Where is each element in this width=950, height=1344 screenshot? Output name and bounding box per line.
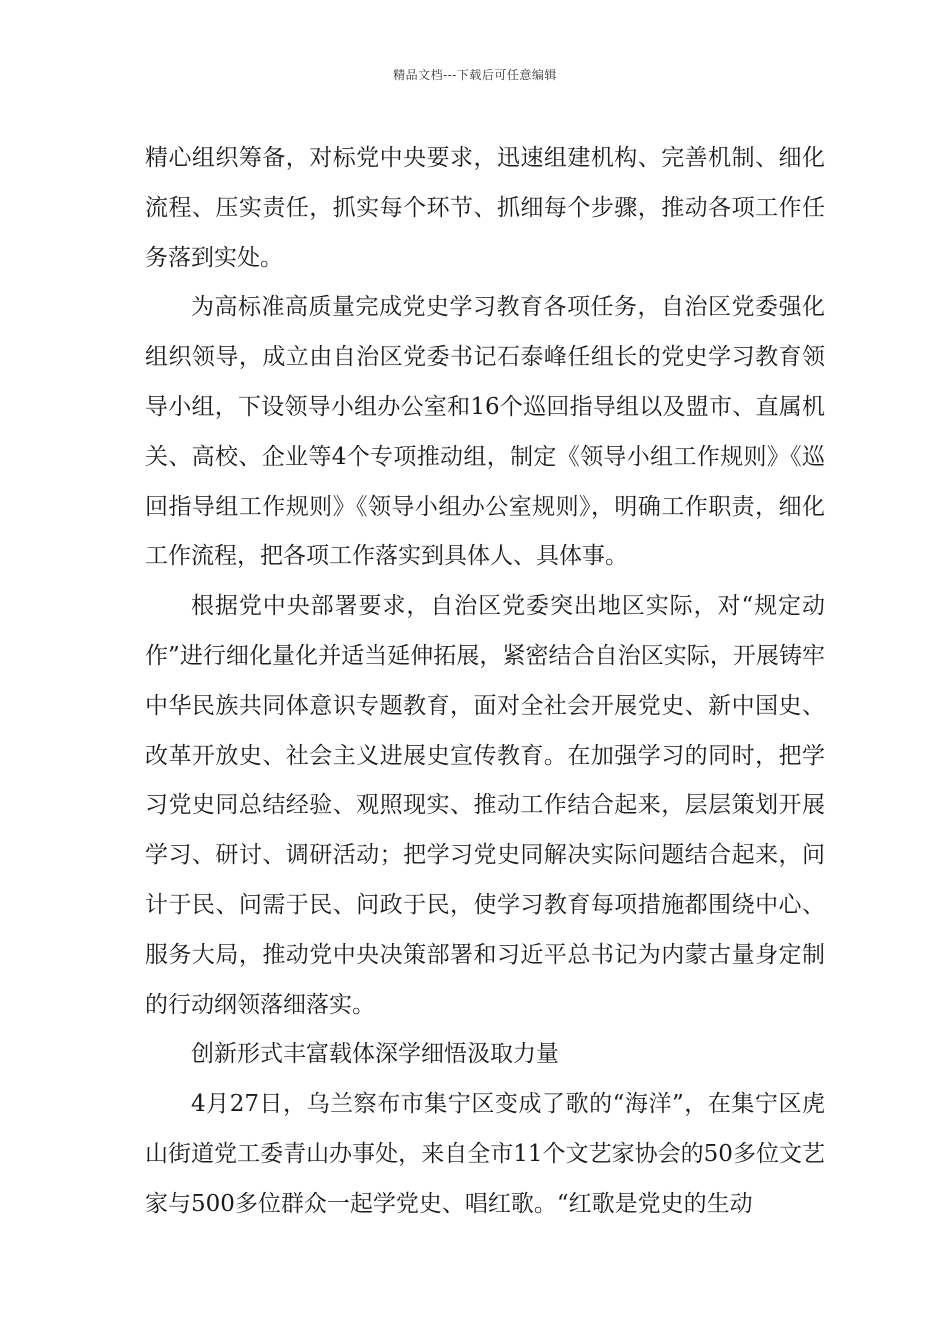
paragraph-leadership: 为高标准高质量完成党史学习教育各项任务，自治区党委强化组织领导，成立由自治区党委书记石泰峰任组长的党史学习教育领导小组，下设领导小组办公室和16个巡回指导组以及盟市、直属机关、高校、企业等4个专项推动组，制定《领导小组工作规则》《巡回指导组工作规则》《领导小组办公室规则》，明确工作职责，细化工作流程，把各项工作落实到具体人、具体事。 xyxy=(145,294,825,570)
section-heading: 创新形式丰富载体深学细悟汲取力量 xyxy=(191,1041,559,1068)
document-body xyxy=(145,134,825,1230)
page-header: 精品文档---下载后可任意编辑 xyxy=(393,68,557,82)
paragraph-continuation: 精心组织筹备，对标党中央要求，迅速组建机构、完善机制、细化流程、压实责任，抓实每个环节、抓细每个步骤，推动各项工作任务落到实处。 xyxy=(145,145,825,271)
paragraph-event: 4月27日，乌兰察布市集宁区变成了歌的“海洋”，在集宁区虎山街道党工委青山办事处，来自全市11个文艺家协会的50多位文艺家与500多位群众一起学党史、唱红歌。“红歌是党史的生动 xyxy=(145,1091,825,1217)
paragraph-deployment: 根据党中央部署要求，自治区党委突出地区实际，对“规定动作”进行细化量化并适当延伸拓展，紧密结合自治区实际，开展铸牢中华民族共同体意识专题教育，面对全社会开展党史、新中国史、改革开放史、社会主义进展史宣传教育。在加强学习的同时，把学习党史同总结经验、观照现实、推动工作结合起来，层层策划开展学习、研讨、调研活动；把学习党史同解决实际问题结合起来，问计于民、问需于民、问政于民，使学习教育每项措施都围绕中心、服务大局，推动党中央决策部署和习近平总书记为内蒙古量身定制的行动纲领落细落实。 xyxy=(145,593,825,1018)
